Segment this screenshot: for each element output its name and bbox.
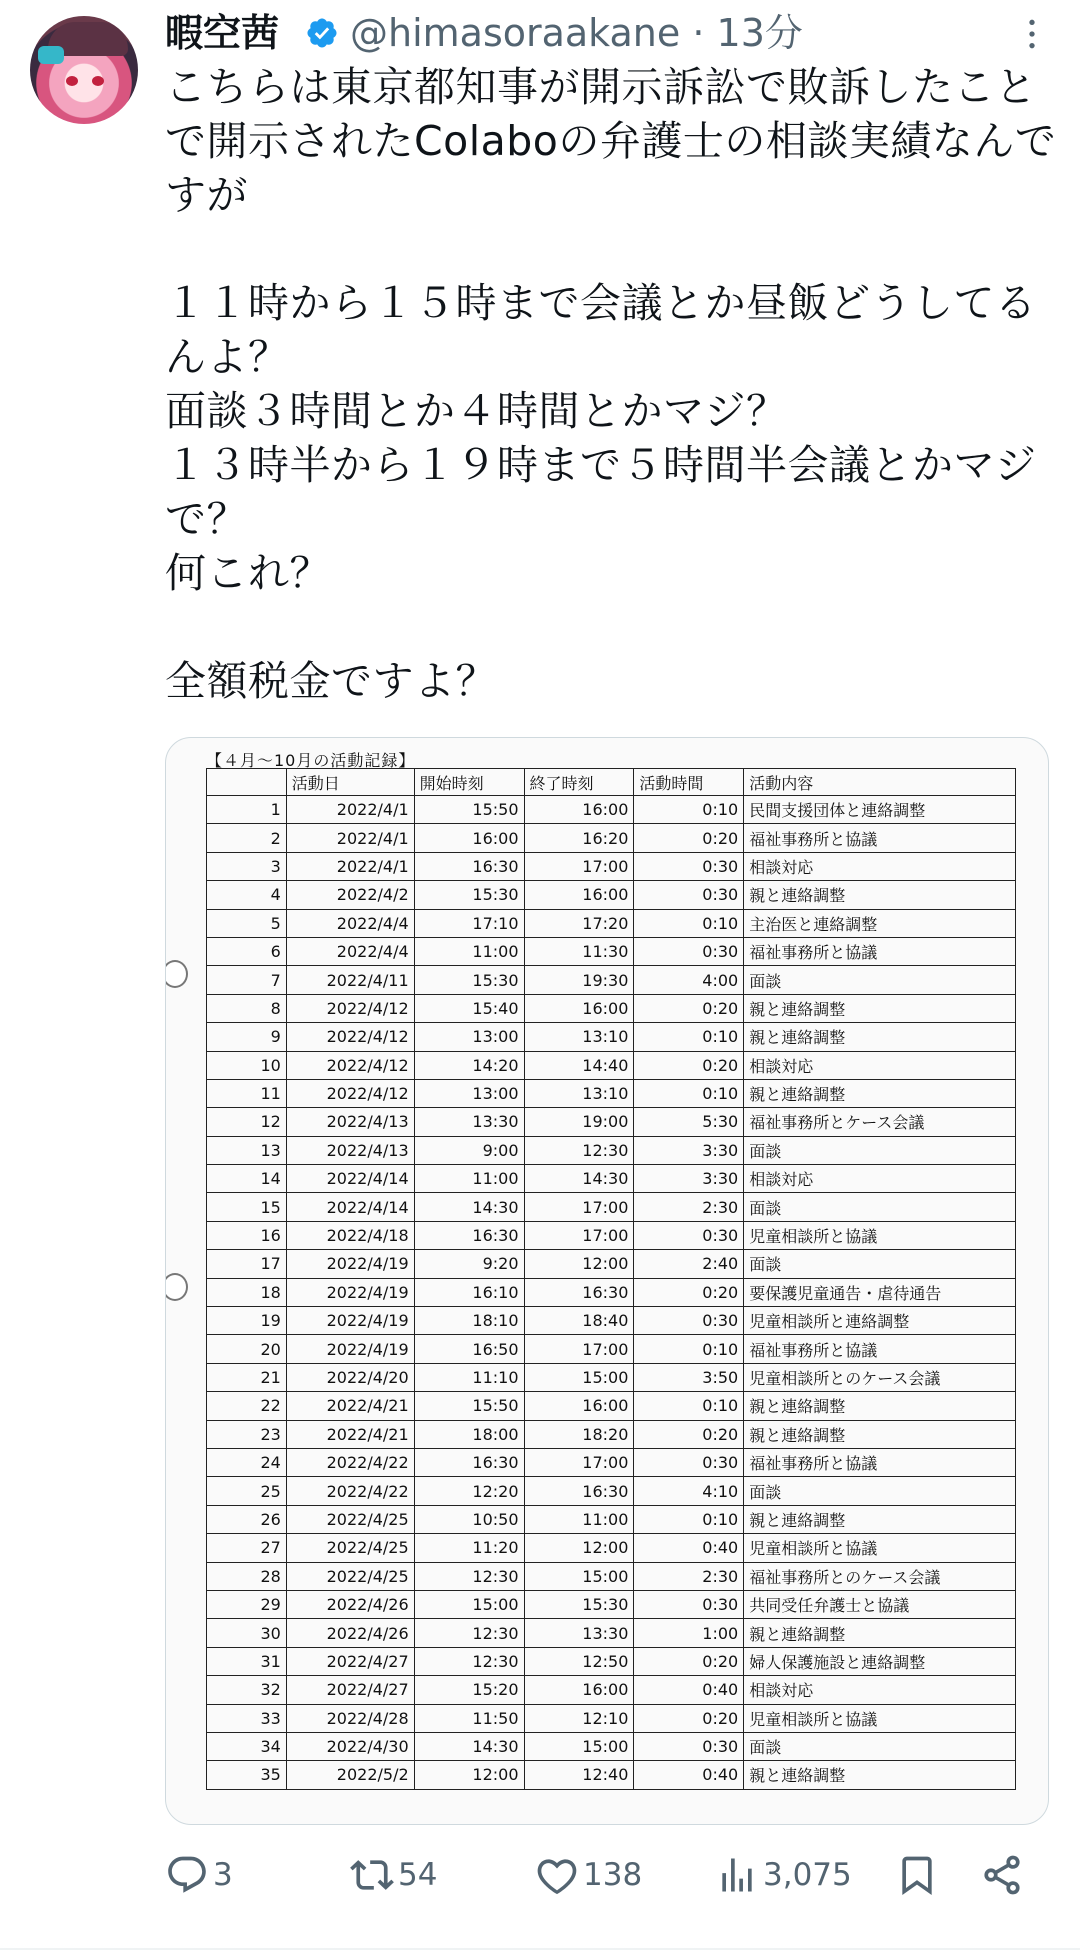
table-cell: 16:00 [524,796,634,824]
table-cell: 16:20 [524,824,634,852]
table-cell: 15:30 [414,881,524,909]
table-cell: 婦人保護施設と連絡調整 [744,1647,1016,1675]
table-cell: 12:40 [524,1761,634,1789]
table-cell: 32 [207,1676,287,1704]
like-icon [535,1853,579,1897]
table-cell: 2022/4/19 [286,1250,414,1278]
table-cell: 親と連絡調整 [744,1392,1016,1420]
table-cell: 親と連絡調整 [744,1505,1016,1533]
table-cell: 15:00 [524,1562,634,1590]
table-row [207,1420,1016,1448]
table-cell: 2022/4/18 [286,1221,414,1249]
table-cell: 3 [207,852,287,880]
table-cell: 12:50 [524,1647,634,1675]
binder-hole [165,1273,188,1301]
repost-icon [350,1853,394,1897]
table-cell: 2022/4/1 [286,824,414,852]
action-bar [0,1840,1080,1910]
share-icon [980,1853,1024,1897]
table-row [207,1505,1016,1533]
table-cell: 18:20 [524,1420,634,1448]
table-cell: 0:20 [634,994,744,1022]
table-row [207,1619,1016,1647]
table-cell: 5:30 [634,1108,744,1136]
table-cell: 福祉事務所と協議 [744,1335,1016,1363]
table-cell: 16:30 [524,1477,634,1505]
table-cell: 25 [207,1477,287,1505]
like-count: 138 [583,1857,643,1893]
table-cell: 2:40 [634,1250,744,1278]
table-row [207,1704,1016,1732]
table-cell: 相談対応 [744,852,1016,880]
table-cell: 15:40 [414,994,524,1022]
table-cell: 2022/4/1 [286,852,414,880]
table-cell: 11:30 [524,937,634,965]
table-cell: 2022/4/21 [286,1420,414,1448]
table-cell: 12:10 [524,1704,634,1732]
view-count: 3,075 [763,1857,852,1893]
table-cell: 0:30 [634,937,744,965]
table-cell: 10:50 [414,1505,524,1533]
table-row [207,1477,1016,1505]
table-row [207,1278,1016,1306]
author-handle[interactable]: @himasoraakane [350,11,681,55]
table-cell: 10 [207,1051,287,1079]
table-cell: 16:30 [524,1278,634,1306]
table-cell: 福祉事務所と協議 [744,1448,1016,1476]
table-cell: 16:00 [524,1676,634,1704]
table-cell: 15:30 [414,966,524,994]
table-cell: 13:10 [524,1079,634,1107]
table-cell: 3:30 [634,1165,744,1193]
table-cell: 2022/4/12 [286,1079,414,1107]
table-cell: 0:10 [634,1392,744,1420]
table-cell: 16:00 [524,1392,634,1420]
table-cell: 15:20 [414,1676,524,1704]
table-cell: 0:40 [634,1676,744,1704]
table-cell: 民間支援団体と連絡調整 [744,796,1016,824]
table-cell: 2022/4/12 [286,1023,414,1051]
table-header-cell: 終了時刻 [524,769,634,796]
table-cell: 2:30 [634,1562,744,1590]
table-cell: 児童相談所とのケース会議 [744,1363,1016,1391]
table-row [207,1732,1016,1760]
table-row [207,966,1016,994]
table-row [207,1136,1016,1164]
table-cell: 17:00 [524,1448,634,1476]
table-cell: 2:30 [634,1193,744,1221]
table-cell: 11:50 [414,1704,524,1732]
table-cell: 21 [207,1363,287,1391]
table-cell: 12:30 [414,1619,524,1647]
table-header-cell: 活動時間 [634,769,744,796]
table-row [207,1534,1016,1562]
table-cell: 22 [207,1392,287,1420]
table-row [207,994,1016,1022]
table-cell: 15:50 [414,1392,524,1420]
divider [0,1948,1080,1950]
table-cell: 2022/4/1 [286,796,414,824]
table-cell: 17:00 [524,1193,634,1221]
table-cell: 16:30 [414,1448,524,1476]
table-cell: 15:00 [414,1590,524,1618]
table-cell: 2022/4/12 [286,1051,414,1079]
table-cell: 16:10 [414,1278,524,1306]
binder-hole [165,960,188,988]
table-cell: 16:30 [414,1221,524,1249]
reply-button[interactable] [165,1840,233,1910]
post-text: こちらは東京都知事が開示訴訟で敗訴したことで開示されたColaboの弁護士の相談実績なんですが １１時から１５時まで会議とか昼飯どうしてるんよ？ 面談３時間とか４時間とかマジ？ １３時半から１９時まで５時間半会議とかマジで？ 何これ？ 全額税金ですよ？ [165,63,1057,705]
table-row [207,1761,1016,1789]
table-row [207,937,1016,965]
table-cell: 9 [207,1023,287,1051]
table-cell: 0:10 [634,1079,744,1107]
table-cell: 福祉事務所と協議 [744,937,1016,965]
table-header-cell: 活動日 [286,769,414,796]
table-cell: 児童相談所と協議 [744,1534,1016,1562]
table-cell: 親と連絡調整 [744,1023,1016,1051]
table-row [207,1392,1016,1420]
table-cell: 35 [207,1761,287,1789]
table-cell: 17:00 [524,1221,634,1249]
table-cell: 30 [207,1619,287,1647]
table-cell: 0:20 [634,1704,744,1732]
table-cell: 12 [207,1108,287,1136]
table-cell: 15 [207,1193,287,1221]
table-cell: 2022/4/19 [286,1307,414,1335]
table-cell: 2022/4/12 [286,994,414,1022]
table-cell: 2022/4/13 [286,1136,414,1164]
table-cell: 福祉事務所とのケース会議 [744,1562,1016,1590]
table-cell: 2022/4/20 [286,1363,414,1391]
table-row [207,1165,1016,1193]
table-cell: 11:00 [414,937,524,965]
table-cell: 4:00 [634,966,744,994]
table-cell: 主治医と連絡調整 [744,909,1016,937]
table-cell: 15:00 [524,1363,634,1391]
table-cell: 親と連絡調整 [744,1619,1016,1647]
table-row [207,1051,1016,1079]
table-cell: 1 [207,796,287,824]
table-cell: 2022/4/4 [286,937,414,965]
table-row [207,1079,1016,1107]
table-cell: 親と連絡調整 [744,1761,1016,1789]
table-cell: 23 [207,1420,287,1448]
table-cell: 11 [207,1079,287,1107]
table-cell: 福祉事務所と協議 [744,824,1016,852]
table-cell: 34 [207,1732,287,1760]
repost-button[interactable] [350,1840,437,1910]
table-cell: 4 [207,881,287,909]
like-button[interactable] [535,1840,642,1910]
table-cell: 27 [207,1534,287,1562]
table-row [207,1448,1016,1476]
attached-document-image[interactable] [165,737,1049,1825]
table-cell: 16:00 [524,881,634,909]
table-cell: 33 [207,1704,287,1732]
table-cell: 0:20 [634,1420,744,1448]
table-row [207,1676,1016,1704]
reply-icon [165,1853,209,1897]
table-cell: 9:20 [414,1250,524,1278]
table-cell: 0:10 [634,909,744,937]
table-cell: 相談対応 [744,1676,1016,1704]
table-cell: 12:00 [414,1761,524,1789]
share-button[interactable] [980,1840,1028,1910]
table-cell: 0:30 [634,1221,744,1249]
table-cell: 児童相談所と連絡調整 [744,1307,1016,1335]
table-row [207,909,1016,937]
table-cell: 13 [207,1136,287,1164]
table-cell: 13:30 [524,1619,634,1647]
table-cell: 14:30 [414,1732,524,1760]
table-cell: 14:40 [524,1051,634,1079]
more-options-icon[interactable] [1012,14,1052,54]
table-cell: 親と連絡調整 [744,1079,1016,1107]
table-header-cell: 活動内容 [744,769,1016,796]
table-cell: 12:30 [414,1562,524,1590]
table-cell: 相談対応 [744,1165,1016,1193]
table-cell: 0:30 [634,1307,744,1335]
table-cell: 18:40 [524,1307,634,1335]
bookmark-button[interactable] [895,1840,943,1910]
table-cell: 14:20 [414,1051,524,1079]
table-cell: 0:20 [634,824,744,852]
verified-badge-icon [305,16,339,50]
activity-log-table [206,768,1016,1790]
table-cell: 26 [207,1505,287,1533]
table-cell: 2022/4/25 [286,1534,414,1562]
author-handle-and-time[interactable] [350,8,803,58]
table-cell: 12:00 [524,1250,634,1278]
table-cell: 16 [207,1221,287,1249]
author-name[interactable]: 暇空茜 [165,11,280,55]
table-cell: 17 [207,1250,287,1278]
table-cell: 2022/4/25 [286,1562,414,1590]
table-cell: 3:30 [634,1136,744,1164]
table-row [207,1108,1016,1136]
table-cell: 親と連絡調整 [744,881,1016,909]
table-cell: 7 [207,966,287,994]
table-cell: 13:10 [524,1023,634,1051]
table-cell: 24 [207,1448,287,1476]
repost-count: 54 [398,1857,438,1893]
document-title: 【４月～10月の活動記録】 [206,751,416,770]
table-cell: 11:00 [524,1505,634,1533]
table-cell: 18 [207,1278,287,1306]
table-cell: 12:20 [414,1477,524,1505]
table-row [207,1363,1016,1391]
table-cell: 面談 [744,1193,1016,1221]
table-cell: 4:10 [634,1477,744,1505]
table-cell: 1:00 [634,1619,744,1647]
table-cell: 8 [207,994,287,1022]
table-cell: 2022/4/25 [286,1505,414,1533]
table-cell: 5 [207,909,287,937]
table-cell: 13:00 [414,1079,524,1107]
table-cell: 2022/4/22 [286,1448,414,1476]
table-cell: 31 [207,1647,287,1675]
table-cell: 2022/4/26 [286,1590,414,1618]
table-cell: 0:10 [634,796,744,824]
table-cell: 0:20 [634,1647,744,1675]
table-cell: 2022/4/19 [286,1278,414,1306]
reply-count: 3 [213,1857,233,1893]
table-cell: 18:10 [414,1307,524,1335]
table-cell: 28 [207,1562,287,1590]
views-button[interactable] [715,1840,852,1910]
table-cell: 14 [207,1165,287,1193]
table-cell: 相談対応 [744,1051,1016,1079]
table-cell: 2022/4/27 [286,1676,414,1704]
table-cell: 面談 [744,1477,1016,1505]
table-row [207,1647,1016,1675]
table-cell: 14:30 [414,1193,524,1221]
table-cell: 0:30 [634,881,744,909]
table-cell: 16:50 [414,1335,524,1363]
table-cell: 児童相談所と協議 [744,1221,1016,1249]
table-cell: 2022/4/2 [286,881,414,909]
table-cell: 14:30 [524,1165,634,1193]
table-cell: 福祉事務所とケース会議 [744,1108,1016,1136]
bookmark-icon [895,1853,939,1897]
table-cell: 2022/4/26 [286,1619,414,1647]
table-cell: 共同受任弁護士と協議 [744,1590,1016,1618]
table-cell: 2022/5/2 [286,1761,414,1789]
table-cell: 13:30 [414,1108,524,1136]
table-row [207,1193,1016,1221]
table-row [207,1307,1016,1335]
table-cell: 17:10 [414,909,524,937]
table-row [207,1335,1016,1363]
table-cell: 17:00 [524,852,634,880]
table-cell: 0:40 [634,1534,744,1562]
table-cell: 2022/4/14 [286,1165,414,1193]
table-cell: 0:40 [634,1761,744,1789]
table-cell: 2022/4/30 [286,1732,414,1760]
table-cell: 13:00 [414,1023,524,1051]
table-cell: 2022/4/28 [286,1704,414,1732]
table-row [207,852,1016,880]
table-cell: 親と連絡調整 [744,1420,1016,1448]
table-cell: 面談 [744,1136,1016,1164]
table-cell: 2022/4/13 [286,1108,414,1136]
table-cell: 親と連絡調整 [744,994,1016,1022]
table-cell: 15:30 [524,1590,634,1618]
table-cell: 6 [207,937,287,965]
table-cell: 19 [207,1307,287,1335]
table-cell: 面談 [744,1732,1016,1760]
table-cell: 2022/4/27 [286,1647,414,1675]
table-cell: 17:00 [524,1335,634,1363]
table-cell: 0:20 [634,1051,744,1079]
table-cell: 9:00 [414,1136,524,1164]
table-cell: 0:10 [634,1505,744,1533]
table-cell: 19:00 [524,1108,634,1136]
table-cell: 11:00 [414,1165,524,1193]
post-time[interactable]: · 13分 [692,11,803,55]
table-cell: 0:30 [634,852,744,880]
table-cell: 12:00 [524,1534,634,1562]
table-cell: 20 [207,1335,287,1363]
table-cell: 0:30 [634,1448,744,1476]
table-cell: 0:10 [634,1023,744,1051]
table-cell: 2022/4/14 [286,1193,414,1221]
table-cell: 要保護児童通告・虐待通告 [744,1278,1016,1306]
table-cell: 面談 [744,1250,1016,1278]
table-cell: 3:50 [634,1363,744,1391]
table-row [207,796,1016,824]
table-cell: 15:50 [414,796,524,824]
table-cell: 11:20 [414,1534,524,1562]
table-cell: 11:10 [414,1363,524,1391]
table-row [207,881,1016,909]
table-cell: 0:30 [634,1732,744,1760]
table-cell: 29 [207,1590,287,1618]
table-row [207,1023,1016,1051]
table-cell: 面談 [744,966,1016,994]
table-cell: 17:20 [524,909,634,937]
table-cell: 2022/4/22 [286,1477,414,1505]
table-cell: 16:00 [414,824,524,852]
table-cell: 0:10 [634,1335,744,1363]
table-cell: 12:30 [414,1647,524,1675]
table-row [207,1221,1016,1249]
table-cell: 0:30 [634,1590,744,1618]
table-cell: 18:00 [414,1420,524,1448]
table-row [207,1590,1016,1618]
table-cell: 0:20 [634,1278,744,1306]
views-icon [715,1853,759,1897]
table-cell: 12:30 [524,1136,634,1164]
table-cell: 児童相談所と協議 [744,1704,1016,1732]
table-cell: 2022/4/19 [286,1335,414,1363]
table-cell: 2022/4/21 [286,1392,414,1420]
table-header-cell: 開始時刻 [414,769,524,796]
avatar[interactable] [30,16,138,124]
table-row [207,824,1016,852]
table-row [207,1562,1016,1590]
table-cell: 19:30 [524,966,634,994]
table-cell: 15:00 [524,1732,634,1760]
table-cell: 16:00 [524,994,634,1022]
table-row [207,1250,1016,1278]
table-cell: 2022/4/11 [286,966,414,994]
table-header-cell [207,769,287,796]
table-cell: 2022/4/4 [286,909,414,937]
table-cell: 16:30 [414,852,524,880]
table-cell: 2 [207,824,287,852]
